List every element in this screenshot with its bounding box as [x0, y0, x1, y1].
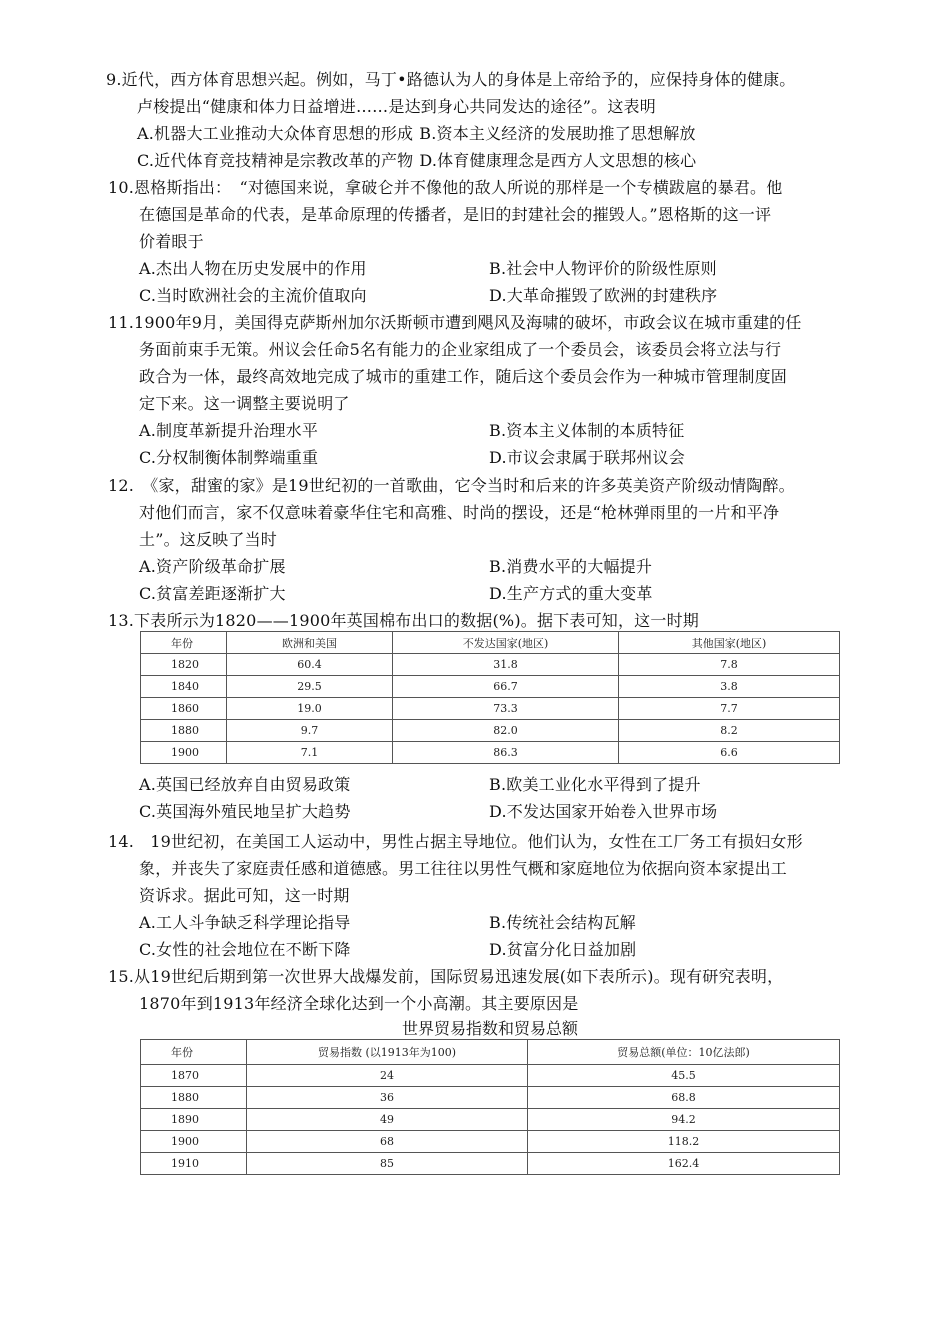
table-cell: 1890: [141, 1109, 247, 1131]
q14-stem-line2: 象，并丧失了家庭责任感和道德感。男工往往以男性气概和家庭地位为依据向资本家提出工: [139, 859, 788, 878]
q12-stem-line2: 对他们而言，家不仅意味着豪华住宅和高雅、时尚的摆设，还是“枪林弹雨里的一片和平净: [139, 503, 780, 522]
q14-option-b[interactable]: B.传统社会结构瓦解: [489, 913, 636, 932]
question-15: [108, 963, 868, 1017]
table-cell: 118.2: [528, 1131, 840, 1153]
q12-option-b[interactable]: B.消费水平的大幅提升: [489, 557, 653, 576]
q13-options-block: [108, 771, 868, 825]
q14-stem-line3: 资诉求。据此可知，这一时期: [139, 886, 350, 905]
q11-stem-line3: 政合为一体，最终高效地完成了城市的重建工作，随后这个委员会作为一种城市管理制度固: [139, 367, 788, 386]
table-cell: 45.5: [528, 1065, 840, 1087]
q15-stem-line2: 1870年到1913年经济全球化达到一个小高潮。其主要原因是: [139, 994, 579, 1013]
q9-stem-line1: 9.近代，西方体育思想兴起。例如，马丁•路德认为人的身体是上帝给予的，应保持身体的健康。: [106, 70, 796, 89]
table-row: [141, 676, 840, 698]
q12-option-d[interactable]: D.生产方式的重大变革: [489, 584, 653, 603]
q10-stem-line2: 在德国是革命的代表，是革命原理的传播者，是旧的封建社会的摧毁人。”恩格斯的这一评: [139, 205, 772, 224]
q10-options: [139, 255, 868, 309]
question-11: [108, 309, 868, 471]
table-cell: 85: [247, 1153, 528, 1175]
q11-option-c[interactable]: C.分权制衡体制弊端重重: [139, 448, 319, 467]
table-row: [141, 742, 840, 764]
table-header-cell: 不发达国家(地区): [393, 632, 619, 654]
q13-stem-line1: 13.下表所示为1820——1900年英国棉布出口的数据(%)。据下表可知，这一时期: [108, 611, 699, 630]
table-row: [141, 1065, 840, 1087]
table-cell: 1870: [141, 1065, 247, 1087]
table-cell: 1840: [141, 676, 227, 698]
q15-table-title: 世界贸易指数和贸易总额: [401, 1019, 578, 1038]
q11-stem-line4: 定下来。这一调整主要说明了: [139, 394, 350, 413]
table-cell: 3.8: [619, 676, 840, 698]
q13-option-b[interactable]: B.欧美工业化水平得到了提升: [489, 775, 701, 794]
q14-option-d[interactable]: D.贫富分化日益加剧: [489, 940, 637, 959]
q11-stem-line2: 务面前束手无策。州议会任命5名有能力的企业家组成了一个委员会，该委员会将立法与行: [139, 340, 782, 359]
q9-stem-line2: 卢梭提出“健康和体力日益增进……是达到身心共同发达的途径”。这表明: [137, 97, 656, 116]
table-cell: 49: [247, 1109, 528, 1131]
q13-option-c[interactable]: C.英国海外殖民地呈扩大趋势: [139, 802, 351, 821]
table-cell: 9.7: [227, 720, 393, 742]
table-row: [141, 654, 840, 676]
table-cell: 1820: [141, 654, 227, 676]
table-cell: 73.3: [393, 698, 619, 720]
table-cell: 29.5: [227, 676, 393, 698]
q12-options: [139, 553, 868, 607]
table-cell: 86.3: [393, 742, 619, 764]
table-header-cell: 年份: [141, 1040, 247, 1065]
table-header-cell: 年份: [141, 632, 227, 654]
q10-option-d[interactable]: D.大革命摧毁了欧洲的封建秩序: [489, 286, 718, 305]
table-cell: 94.2: [528, 1109, 840, 1131]
table-header-row: [141, 1040, 840, 1065]
q13-options: [139, 771, 868, 825]
question-13: [108, 607, 868, 634]
q10-stem-line3: 价着眼于: [139, 232, 204, 251]
q14-options: [139, 909, 868, 963]
table-cell: 31.8: [393, 654, 619, 676]
table-cell: 7.7: [619, 698, 840, 720]
q10-option-b[interactable]: B.社会中人物评价的阶级性原则: [489, 259, 717, 278]
q13-table: [140, 631, 840, 764]
table-cell: 68: [247, 1131, 528, 1153]
table-row: [141, 1153, 840, 1175]
q11-option-d[interactable]: D.市议会隶属于联邦州议会: [489, 448, 685, 467]
q11-stem-line1: 11.1900年9月，美国得克萨斯州加尔沃斯顿市遭到飓风及海啸的破坏，市政会议在城市重建的任: [108, 313, 802, 332]
question-9: [106, 66, 866, 174]
table-header-cell: 其他国家(地区): [619, 632, 840, 654]
q15-table: [140, 1039, 840, 1175]
table-cell: 1860: [141, 698, 227, 720]
q9-options: [137, 120, 866, 174]
table-cell: 8.2: [619, 720, 840, 742]
table-cell: 7.1: [227, 742, 393, 764]
q14-stem-line1: 14. 19世纪初，在美国工人运动中，男性占据主导地位。他们认为，女性在工厂务工有损妇女形: [108, 832, 803, 851]
table-cell: 162.4: [528, 1153, 840, 1175]
table-header-cell: 贸易总额(单位：10亿法郎): [528, 1040, 840, 1065]
table-cell: 66.7: [393, 676, 619, 698]
table-row: [141, 1087, 840, 1109]
table-header-cell: 欧洲和美国: [227, 632, 393, 654]
table-header-row: [141, 632, 840, 654]
table-cell: 1880: [141, 1087, 247, 1109]
table-cell: 6.6: [619, 742, 840, 764]
q9-option-b[interactable]: B.资本主义经济的发展助推了思想解放: [419, 124, 696, 143]
q13-option-d[interactable]: D.不发达国家开始卷入世界市场: [489, 802, 718, 821]
table-cell: 1900: [141, 742, 227, 764]
table-row: [141, 698, 840, 720]
q11-option-a[interactable]: A.制度革新提升治理水平: [139, 421, 319, 440]
q12-stem-line1: 12. 《家，甜蜜的家》是19世纪初的一首歌曲，它令当时和后来的许多英美资产阶级动情陶醉。: [108, 476, 795, 495]
q10-option-a[interactable]: A.杰出人物在历史发展中的作用: [139, 259, 367, 278]
q11-option-b[interactable]: B.资本主义体制的本质特征: [489, 421, 685, 440]
q12-option-c[interactable]: C.贫富差距逐渐扩大: [139, 584, 286, 603]
table-cell: 1900: [141, 1131, 247, 1153]
q14-option-a[interactable]: A.工人斗争缺乏科学理论指导: [139, 913, 351, 932]
table-cell: 1910: [141, 1153, 247, 1175]
q9-option-a[interactable]: A.机器大工业推动大众体育思想的形成: [137, 124, 414, 143]
table-cell: 19.0: [227, 698, 393, 720]
q9-option-c[interactable]: C.近代体育竞技精神是宗教改革的产物: [137, 151, 414, 170]
table-cell: 60.4: [227, 654, 393, 676]
q9-option-d[interactable]: D.体育健康理念是西方人文思想的核心: [419, 151, 697, 170]
question-10: [108, 174, 868, 309]
q13-option-a[interactable]: A.英国已经放弃自由贸易政策: [139, 775, 351, 794]
table-row: [141, 720, 840, 742]
q10-option-c[interactable]: C.当时欧洲社会的主流价值取向: [139, 286, 367, 305]
table-row: [141, 1131, 840, 1153]
table-cell: 24: [247, 1065, 528, 1087]
table-cell: 36: [247, 1087, 528, 1109]
table-cell: 7.8: [619, 654, 840, 676]
q11-options: [139, 417, 868, 471]
q12-stem-line3: 土”。这反映了当时: [139, 530, 277, 549]
question-12: [108, 472, 868, 607]
q14-option-c[interactable]: C.女性的社会地位在不断下降: [139, 940, 351, 959]
table-row: [141, 1109, 840, 1131]
table-cell: 1880: [141, 720, 227, 742]
q15-stem-line1: 15.从19世纪后期到第一次世界大战爆发前，国际贸易迅速发展(如下表所示)。现有研究表明，: [108, 967, 784, 986]
q12-option-a[interactable]: A.资产阶级革命扩展: [139, 557, 286, 576]
question-14: [108, 828, 868, 963]
table-cell: 82.0: [393, 720, 619, 742]
table-cell: 68.8: [528, 1087, 840, 1109]
table-header-cell: 贸易指数 (以1913年为100): [247, 1040, 528, 1065]
q10-stem-line1: 10.恩格斯指出： “对德国来说，拿破仑并不像他的敌人所说的那样是一个专横跋扈的暴君。他: [108, 178, 783, 197]
